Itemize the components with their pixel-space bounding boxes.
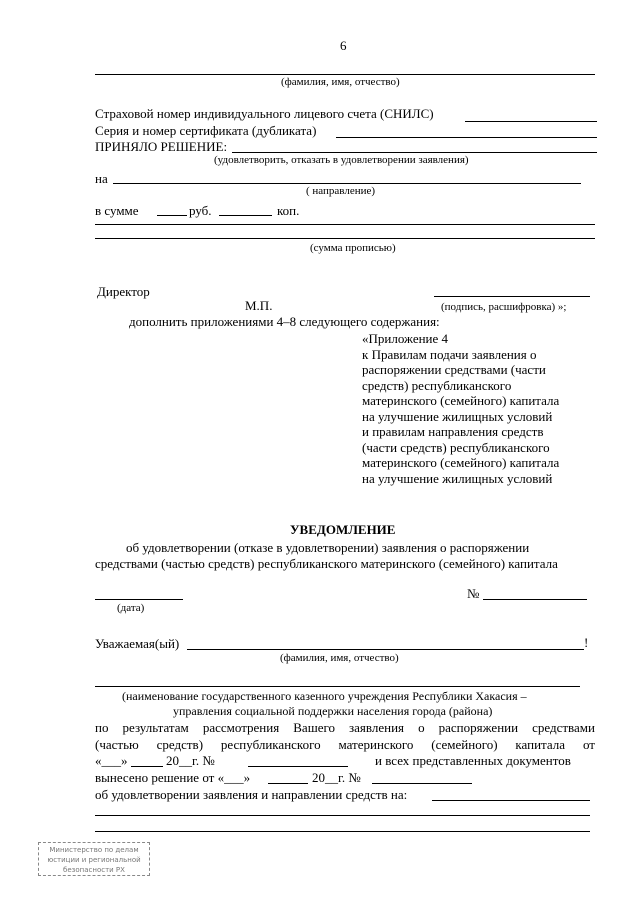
registration-stamp [38,842,150,876]
fio-line-1 [95,74,595,75]
body-word: по [95,720,109,735]
certificate-field[interactable] [336,137,597,138]
fio-caption-1: (фамилия, имя, отчество) [281,76,400,88]
body-line-3-date: «___» [95,753,128,768]
director-label: Директор [97,284,150,299]
appendix-line: материнского (семейного) капитала [362,393,560,408]
institution-field[interactable] [95,686,580,687]
body-word: результатам [122,720,189,735]
page-number: 6 [340,38,347,53]
body3-number-field[interactable] [248,766,348,767]
body-extra-line-1[interactable] [95,815,590,816]
body-line-1 [95,720,595,736]
appendix-header [362,331,559,486]
stamp-line: юстиции и региональной [47,856,141,864]
body-extra-line-2[interactable] [95,831,590,832]
body-word: (семейного) [431,737,498,752]
appendix-line: и правилам направления средств [362,424,544,439]
sum-rub-label: руб. [189,203,212,218]
appendix-line: «Приложение 4 [362,331,449,346]
decision-caption: (удовлетворить, отказать в удовлетворении заявления) [214,154,469,166]
na-label: на [95,171,108,186]
body-word: капитала [515,737,566,752]
appendix-line: на улучшение жилищных условий [362,408,553,424]
body-word: Вашего [293,720,335,735]
signature-field[interactable] [434,296,590,297]
body3-date-field[interactable] [131,766,163,767]
body4-number-field[interactable] [372,783,472,784]
body-line-3-year: 20__г. № [166,753,215,768]
sum-kop-field[interactable] [219,215,272,216]
body-line-2 [95,737,595,753]
body-line-4: вынесено решение от «___» [95,770,251,785]
body-word: материнского [338,737,414,752]
sum-line-3[interactable] [95,238,595,239]
body-word: от [582,737,595,752]
supplement-text: дополнить приложениями 4–8 следующего содержания: [129,314,440,329]
decided-label: ПРИНЯЛО РЕШЕНИЕ: [95,139,228,154]
certificate-label: Серия и номер сертификата (дубликата) [95,123,317,138]
body-line-3-rest: и всех представленных документов [375,753,571,768]
decision-field[interactable] [232,152,597,153]
appendix-line: распоряжении средствами (части [362,362,546,377]
body-word: (частью [95,737,139,752]
appendix-line: средств) республиканского [362,377,512,393]
notice-subtitle-1: об удовлетворении (отказе в удовлетворении) заявления о распоряжении [126,540,530,555]
exclamation: ! [584,635,589,650]
sum-rub-field[interactable] [157,215,187,216]
direction-caption: ( направление) [306,185,376,197]
direction-field[interactable] [113,183,581,184]
institution-caption-1: (наименование государственного казенного учреждения Республики Хакасия – [122,689,527,703]
body-word: распоряжении [438,720,519,735]
body-line-5: об удовлетворении заявления и направлении средств на: [95,787,408,802]
notice-subtitle-2: средствами (частью средств) республиканского материнского (семейного) капитала [95,556,558,571]
number-field[interactable] [483,599,587,600]
appendix-line: к Правилам подачи заявления о [362,346,537,362]
mp-label: М.П. [245,298,273,313]
appendix-line: на улучшение жилищных условий [362,470,553,486]
stamp-line: безопасности РХ [63,866,125,874]
appendix-line: материнского (семейного) капитала [362,455,560,470]
sum-words-caption: (сумма прописью) [310,242,396,254]
date-field[interactable] [95,599,183,600]
body-line-4-year: 20__г. № [312,770,361,785]
body-word: о [418,720,425,735]
institution-caption-2: управления социальной поддержки населения города (района) [173,704,493,718]
sum-line-2[interactable] [95,224,595,225]
body4-date-field[interactable] [268,783,308,784]
body5-field[interactable] [432,800,590,801]
notice-title: УВЕДОМЛЕНИЕ [290,522,396,537]
snils-field[interactable] [465,121,597,122]
dear-label: Уважаемая(ый) [95,636,180,651]
sum-kop-label: коп. [277,203,300,218]
signature-caption: (подпись, расшифровка) »; [441,301,567,313]
number-sign: № [467,586,480,601]
body-word: республиканского [220,737,321,752]
fio-caption-2: (фамилия, имя, отчество) [280,652,399,664]
date-caption: (дата) [117,602,145,614]
sum-label: в сумме [95,203,139,218]
stamp-line: Министерство по делам [49,846,139,854]
dear-name-field[interactable] [187,649,584,650]
appendix-line: (части средств) республиканского [362,439,550,455]
body-word: рассмотрения [202,720,280,735]
body-word: средств) [156,737,204,752]
body-word: заявления [349,720,405,735]
snils-label: Страховой номер индивидуального лицевого счета (СНИЛС) [95,106,434,121]
body-word: средствами [532,720,595,735]
